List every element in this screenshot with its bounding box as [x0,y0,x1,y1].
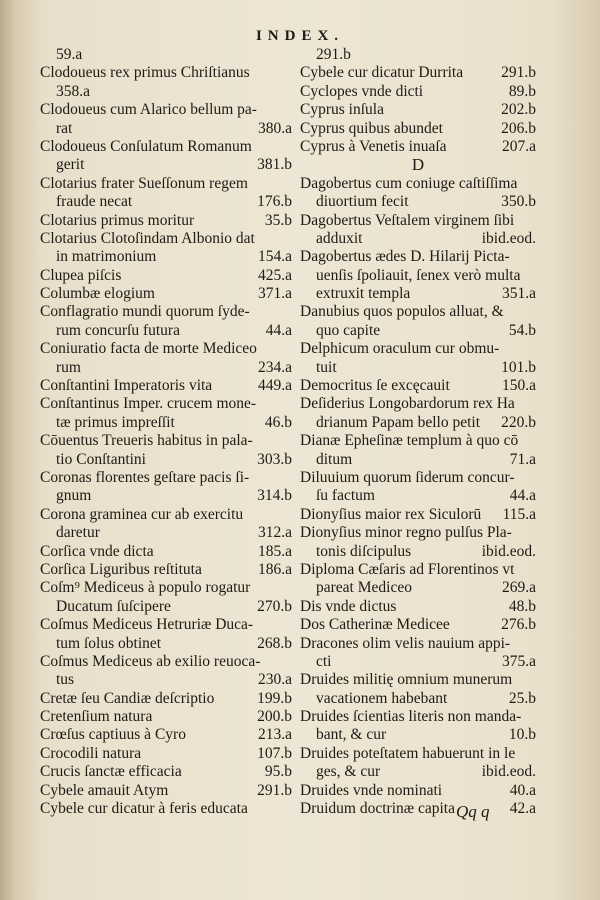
entry-text: Dracones olim velis nauium appi- [300,634,511,652]
index-entry [300,579,536,597]
entry-text: Crocodili natura [40,744,142,762]
index-entry [40,303,292,321]
index-entry [300,377,536,395]
index-entry [300,561,536,579]
entry-text: rum [56,358,81,376]
index-entry [300,285,536,303]
entry-page-ref: 40.a [509,781,536,799]
index-entry [40,653,292,671]
index-entry [300,193,536,211]
index-entry [300,782,536,800]
entry-text: rat [56,119,73,137]
entry-page-ref: 115.a [502,505,536,523]
index-entry [40,561,292,579]
entry-text: Druides militię omnium munerum [300,671,513,689]
entry-text: Coniuratio facta de morte Mediceo [40,340,257,358]
entry-text: Cybele cur dicatur Durrita [300,64,464,82]
index-entry [300,763,536,781]
index-entry [300,101,536,119]
index-entry [40,175,292,193]
entry-text: Cyprus à Venetis inuaſa [300,137,447,155]
index-entry [300,322,536,340]
entry-text: Conflagratio mundi quorum ſyde- [40,303,250,321]
entry-text: ditum [316,450,353,468]
entry-text: adduxit [316,229,363,247]
entry-page-ref: 234.a [257,358,292,376]
index-entry [300,708,536,726]
index-entry [40,414,292,432]
index-entry [300,359,536,377]
entry-text: tio Conſtantini [56,450,146,468]
entry-text: tum ſolus obtinet [56,634,162,652]
entry-page-ref: 176.b [257,193,292,211]
page-header: INDEX. [255,28,345,44]
entry-page-ref: 101.b [501,358,536,376]
entry-text: 291.b [316,46,351,63]
entry-page-ref: ibid.eod. [481,229,536,247]
entry-page-ref: 425.a [257,266,292,284]
entry-page-ref: 312.a [257,524,292,542]
index-entry [40,543,292,561]
entry-text: 358.a [56,82,91,100]
entry-page-ref: 107.b [257,744,292,762]
index-entry [40,248,292,266]
entry-text: Dagobertus Veſtalem virginem ſibi [300,211,515,229]
entry-text: Corona graminea cur ab exercitu [40,505,244,523]
entry-page-ref: 46.b [264,413,292,431]
entry-page-ref: 314.b [257,487,292,505]
index-entry [40,46,292,64]
entry-page-ref: 35.b [264,211,292,229]
index-entry [40,800,292,818]
entry-page-ref: 48.b [508,597,536,615]
entry-text: Cretæ ſeu Candiæ deſcriptio [40,689,215,707]
index-entry [300,267,536,285]
index-entry [40,506,292,524]
entry-page-ref: 291.b [501,64,536,82]
index-entry [300,230,536,248]
entry-text: fraude necat [56,193,133,211]
entry-text: Cyprus quibus abundet [300,119,443,137]
entry-page-ref: 206.b [501,119,536,137]
index-entry [300,487,536,505]
index-entry [40,395,292,413]
index-entry [300,432,536,450]
entry-text: pareat Mediceo [316,579,412,597]
entry-text: Coſmus Mediceus Hetruriæ Duca- [40,616,254,634]
entry-text: Dagobertus cum coniuge caſtiſſima [300,174,518,192]
entry-text: Dionyſius minor regno pulſus Pla- [300,524,512,542]
entry-page-ref: 10.b [508,726,536,744]
entry-text: Coſm⁹ Mediceus à populo rogatur [40,579,251,597]
index-entry [300,451,536,469]
entry-text: Corſica vnde dicta [40,542,154,560]
entry-text: Diploma Cæſaris ad Florentinos vt [300,560,515,578]
index-entry [300,635,536,653]
entry-text: drianum Papam bello petit [316,413,481,431]
entry-text: Clodoueus Conſulatum Romanum [40,137,252,155]
index-entry [300,175,536,193]
entry-page-ref: 71.a [509,450,536,468]
entry-text: tus [56,671,75,689]
entry-text: Dagobertus ædes D. Hilarij Picta- [300,248,510,266]
entry-text: Clupea piſcis [40,266,122,284]
entry-text: Danubius quos populos alluat, & [300,303,504,321]
entry-text: vacationem habebant [316,689,448,707]
entry-text: Clodoueus rex primus Chriſtianus [40,64,250,82]
entry-page-ref: 44.a [265,321,292,339]
entry-text: quo capite [316,321,381,339]
entry-page-ref: 200.b [257,708,292,726]
entry-page-ref: 230.a [257,671,292,689]
entry-page-ref: 291.b [257,781,292,799]
index-entry [300,745,536,763]
entry-text: uenſis ſpoliauit, ſenex verò multa [316,266,521,284]
index-entry [300,671,536,689]
index-entry [300,64,536,82]
index-entry [300,46,536,64]
entry-text: diuortium fecit [316,193,409,211]
index-entry [300,303,536,321]
entry-page-ref: 89.b [508,82,536,100]
index-column-left [40,46,292,818]
entry-page-ref: ibid.eod. [481,542,536,560]
entry-text: Cybele amauit Atym [40,781,169,799]
index-entry [40,285,292,303]
index-entry [40,212,292,230]
entry-text: 59.a [56,46,83,63]
entry-page-ref: 42.a [509,800,536,818]
entry-page-ref: 202.b [501,101,536,119]
entry-page-ref: 44.a [509,487,536,505]
index-entry [40,598,292,616]
index-entry [40,193,292,211]
index-entry [40,101,292,119]
entry-text: Diluuium quorum ſiderum concur- [300,468,515,486]
entry-text: Cōuentus Treueris habitus in pala- [40,432,253,450]
entry-text: Cretenſium natura [40,708,153,726]
entry-page-ref: 303.b [257,450,292,468]
index-entry [300,395,536,413]
entry-page-ref: 213.a [257,726,292,744]
entry-page-ref: 381.b [257,156,292,174]
entry-page-ref: 186.a [257,560,292,578]
entry-text: Corſica Liguribus reſtituta [40,560,202,578]
index-entry [300,248,536,266]
index-entry [40,432,292,450]
index-entry [40,64,292,82]
index-entry [300,524,536,542]
index-entry [300,212,536,230]
index-entry [300,469,536,487]
entry-text: Druides ſcientias literis non manda- [300,708,522,726]
entry-text: Druides vnde nominati [300,781,443,799]
entry-text: Columbæ elogium [40,285,155,303]
entry-page-ref: 150.a [501,377,536,395]
entry-page-ref: 199.b [257,689,292,707]
entry-text: Democritus ſe excęcauit [300,377,450,395]
entry-text: Delphicum oraculum cur obmu- [300,340,500,358]
index-entry [40,230,292,248]
entry-text: Conſtantini Imperatoris vita [40,377,213,395]
entry-text: Ducatum ſuſcipere [56,597,171,615]
entry-text: Crœſus captiuus à Cyro [40,726,186,744]
index-entry [300,543,536,561]
index-entry [40,156,292,174]
index-entry [300,83,536,101]
entry-page-ref: 220.b [501,413,536,431]
index-entry [40,782,292,800]
entry-text: Cyclopes vnde dicti [300,82,424,100]
entry-page-ref: 350.b [501,193,536,211]
entry-text: Dianæ Epheſinæ templum à quo cō [300,432,519,450]
section-letter [300,156,536,174]
index-entry [300,598,536,616]
index-column-right [300,46,536,818]
entry-text: tuit [316,358,337,376]
index-entry [40,708,292,726]
index-entry [300,690,536,708]
entry-page-ref: 25.b [508,689,536,707]
entry-text: Conſtantinus Imper. crucem mone- [40,395,257,413]
index-entry [300,506,536,524]
entry-page-ref: 375.a [501,652,536,670]
entry-text: Coſmus Mediceus ab exilio reuoca- [40,652,261,670]
entry-text: Clotarius Clotoſindam Albonio dat [40,229,255,247]
index-entry [40,340,292,358]
index-entry [40,524,292,542]
index-entry [40,671,292,689]
entry-text: Clodoueus cum Alarico bellum pa- [40,101,257,119]
index-entry [300,120,536,138]
index-entry [40,690,292,708]
entry-page-ref: 269.a [501,579,536,597]
index-entry [300,340,536,358]
entry-text: Dos Catherinæ Medicee [300,616,450,634]
entry-text: bant, & cur [316,726,387,744]
entry-page-ref: 95.b [264,763,292,781]
index-entry [40,616,292,634]
entry-text: Cybele cur dicatur à feris educata [40,800,248,818]
index-entry [300,800,536,818]
index-entry [40,469,292,487]
entry-page-ref: 371.a [257,285,292,303]
index-entry [40,120,292,138]
entry-text: gerit [56,156,85,174]
entry-page-ref: ibid.eod. [481,763,536,781]
entry-text: Crucis ſanctæ efficacia [40,763,182,781]
index-entry [40,138,292,156]
index-entry [40,487,292,505]
entry-text: Dis vnde dictus [300,597,397,615]
entry-page-ref: 380.a [257,119,292,137]
entry-text: Coronas florentes geſtare pacis ſi- [40,468,250,486]
entry-text: rum concurſu futura [56,321,180,339]
index-entry [40,635,292,653]
entry-text: extruxit templa [316,285,411,303]
index-entry [40,267,292,285]
entry-text: Dionyſius maior rex Siculorū [300,505,482,523]
entry-text: Clotarius primus moritur [40,211,195,229]
entry-page-ref: 449.a [257,377,292,395]
entry-text: D [411,155,425,175]
entry-page-ref: 185.a [257,542,292,560]
index-entry [40,763,292,781]
index-entry [40,579,292,597]
signature-mark: Qq q [456,802,490,821]
index-entry [300,653,536,671]
entry-text: cti [316,652,332,670]
index-entry [40,83,292,101]
entry-page-ref: 276.b [501,616,536,634]
entry-page-ref: 351.a [501,285,536,303]
entry-text: tonis diſcipulus [316,542,412,560]
entry-page-ref: 268.b [257,634,292,652]
entry-text: Druides poteſtatem habuerunt in le [300,744,516,762]
index-entry [300,616,536,634]
entry-text: Druidum doctrinæ capita [300,800,455,818]
index-entry [300,726,536,744]
entry-text: ges, & cur [316,763,381,781]
index-entry [40,359,292,377]
entry-text: Clotarius frater Sueſſonum regem [40,174,248,192]
index-entry [300,138,536,156]
entry-page-ref: 207.a [501,137,536,155]
index-entry [40,322,292,340]
index-entry [40,726,292,744]
entry-text: gnum [56,487,92,505]
entry-text: Deſiderius Longobardorum rex Ha [300,395,515,413]
entry-page-ref: 270.b [257,597,292,615]
entry-page-ref: 154.a [257,248,292,266]
entry-text: Cyprus inſula [300,101,384,119]
entry-text: in matrimonium [56,248,157,266]
index-entry [300,414,536,432]
index-entry [40,377,292,395]
index-entry [40,745,292,763]
index-entry [40,451,292,469]
entry-text: ſu factum [316,487,375,505]
entry-text: tæ primus impreſſit [56,413,175,431]
page-gutter-shadow [0,0,14,900]
entry-text: daretur [56,524,100,542]
entry-page-ref: 54.b [508,321,536,339]
